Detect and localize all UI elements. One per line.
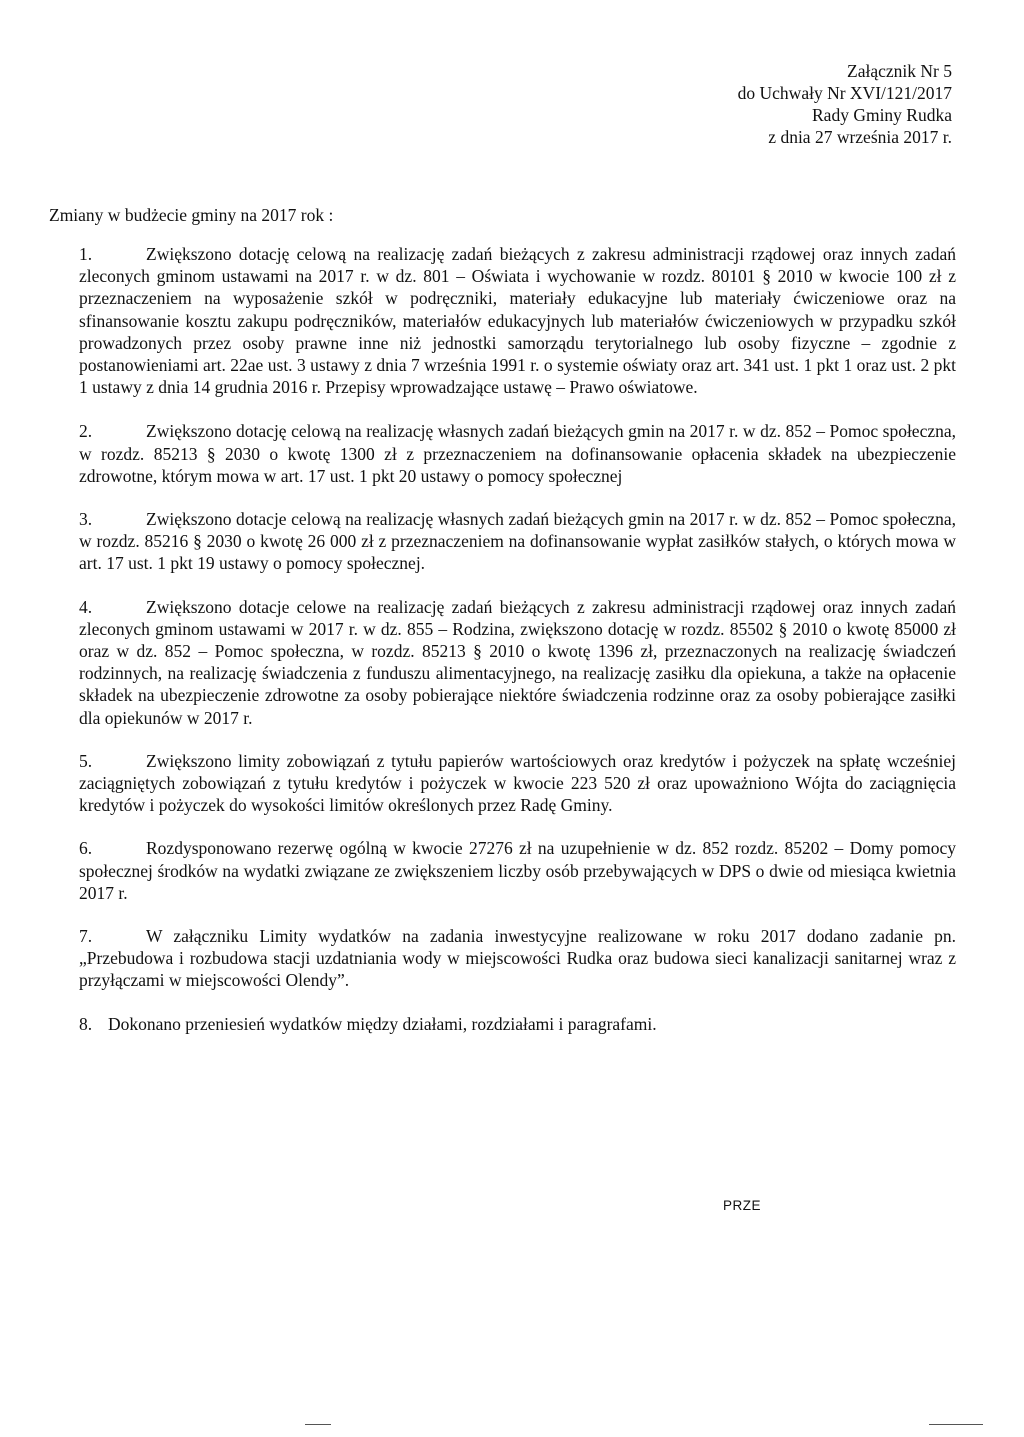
scan-artifact-line xyxy=(929,1424,983,1425)
resolution-date: z dnia 27 września 2017 r. xyxy=(768,127,952,147)
item-text: Zwiększono limity zobowiązań z tytułu papierów wartościowych oraz kredytów i pożyczek na spłatę wcześniej zaciągniętych zobowiązań z tytułu kredytów i pożyczek w kwocie 223 520 zł oraz upoważniono Wójta do zaciągnięcia kredytów i pożyczek do wysokości limitów określonych przez Radę Gminy. xyxy=(79,750,956,816)
attachment-number: Załącznik Nr 5 xyxy=(847,61,952,81)
item-text: Dokonano przeniesień wydatków między działami, rozdziałami i paragrafami. xyxy=(108,1013,657,1034)
item-number: 5. xyxy=(79,750,93,771)
list-item xyxy=(79,837,956,904)
list-item xyxy=(79,925,956,992)
changes-list xyxy=(79,243,956,1035)
council-name: Rady Gminy Rudka xyxy=(812,105,952,125)
item-number: 8. xyxy=(79,1013,93,1034)
attachment-header xyxy=(738,60,952,148)
list-item xyxy=(79,243,956,398)
list-item xyxy=(79,596,956,729)
list-item xyxy=(79,420,956,487)
item-number: 7. xyxy=(79,926,93,947)
item-text: Zwiększono dotację celową na realizację własnych zadań bieżących gmin na 2017 r. w dz. 852 – Pomoc społeczna, w rozdz. 85213 § 2030 o kwotę 1300 zł z przeznaczeniem na dofinansowanie opłacenia składek na ubezpieczenie zdrowotne, którym mowa w art. 17 ust. 1 pkt 20 ustawy o pomocy społecznej xyxy=(79,421,956,486)
item-number: 4. xyxy=(79,596,93,617)
item-text: Zwiększono dotacje celowe na realizację zadań bieżących z zakresu administracji rządowej oraz innych zadań zleconych gminom ustawami w 2017 r. w dz. 855 – Rodzina, zwiększono dotację w rozdz. 85502 § 2010 o kwotę 85000 zł oraz w dz. 852 – Pomoc społeczna, w rozdz. 85213 § 2010 o kwotę 1396 zł, przeznaczonych na realizację świadczeń rodzinnych, na realizację świadczenia z funduszu alimentacyjnego, na realizację zasiłku dla opiekuna, a także na opłacenie składek na ubezpieczenie zdrowotne za osoby pobierające niektóre świadczenia rodzinne oraz za osoby pobierające zasiłki dla opiekunów w 2017 r. xyxy=(79,596,956,728)
item-text: W załączniku Limity wydatków na zadania inwestycyjne realizowane w roku 2017 dodano zadanie pn. „Przebudowa i rozbudowa stacji uzdatniania wody w miejscowości Rudka oraz budowa sieci kanalizacji sanitarnej wraz z przyłączami w miejscowości Olendy”. xyxy=(79,926,956,991)
item-text: Zwiększono dotację celową na realizację zadań bieżących z zakresu administracji rządowej oraz innych zadań zleconych gminom ustawami na 2017 r. w dz. 801 – Oświata i wychowanie w rozdz. 80101 § 2010 w kwocie 100 zł z przeznaczeniem na wyposażenie szkół w podręczniki, materiały edukacyjne lub materiały ćwiczeniowe oraz na sfinansowanie kosztu zakupu podręczników, materiałów edukacyjnych lub materiałów ćwiczeniowych w przypadku szkół prowadzonych przez osoby prawne inne niż jednostki samorządu terytorialnego lub osoby fizyczne – zgodnie z postanowieniami art. 22ae ust. 3 ustawy z dnia 7 września 1991 r. o systemie oświaty oraz art. 341 ust. 1 pkt 1 oraz ust. 2 pkt 1 ustawy z dnia 14 grudnia 2016 r. Przepisy wprowadzające ustawę – Prawo oświatowe. xyxy=(79,244,956,398)
page-continuation-mark: PRZE xyxy=(723,1198,762,1213)
item-number: 3. xyxy=(79,509,93,530)
item-text: Rozdysponowano rezerwę ogólną w kwocie 27276 zł na uzupełnienie w dz. 852 rozdz. 85202 – Domy pomocy społecznej środków na wydatki związane ze zwiększeniem liczby osób przebywających w DPS o dwie od miesiąca kwietnia 2017 r. xyxy=(79,838,956,903)
scan-artifact-line xyxy=(305,1424,331,1425)
resolution-number: do Uchwały Nr XVI/121/2017 xyxy=(737,83,952,103)
list-item xyxy=(79,508,956,575)
intro-heading: Zmiany w budżecie gminy na 2017 rok : xyxy=(49,205,334,225)
item-number: 6. xyxy=(79,838,93,859)
item-number: 2. xyxy=(79,421,93,442)
item-text: Zwiększono dotacje celową na realizację własnych zadań bieżących gmin na 2017 r. w dz. 852 – Pomoc społeczna, w rozdz. 85216 § 2030 o kwotę 26 000 zł z przeznaczeniem na dofinansowanie wypłat zasiłków stałych, o których mowa w art. 17 ust. 1 pkt 19 ustawy o pomocy społecznej. xyxy=(79,509,956,574)
item-number: 1. xyxy=(79,244,93,264)
list-item xyxy=(79,1013,956,1035)
list-item xyxy=(79,750,956,817)
